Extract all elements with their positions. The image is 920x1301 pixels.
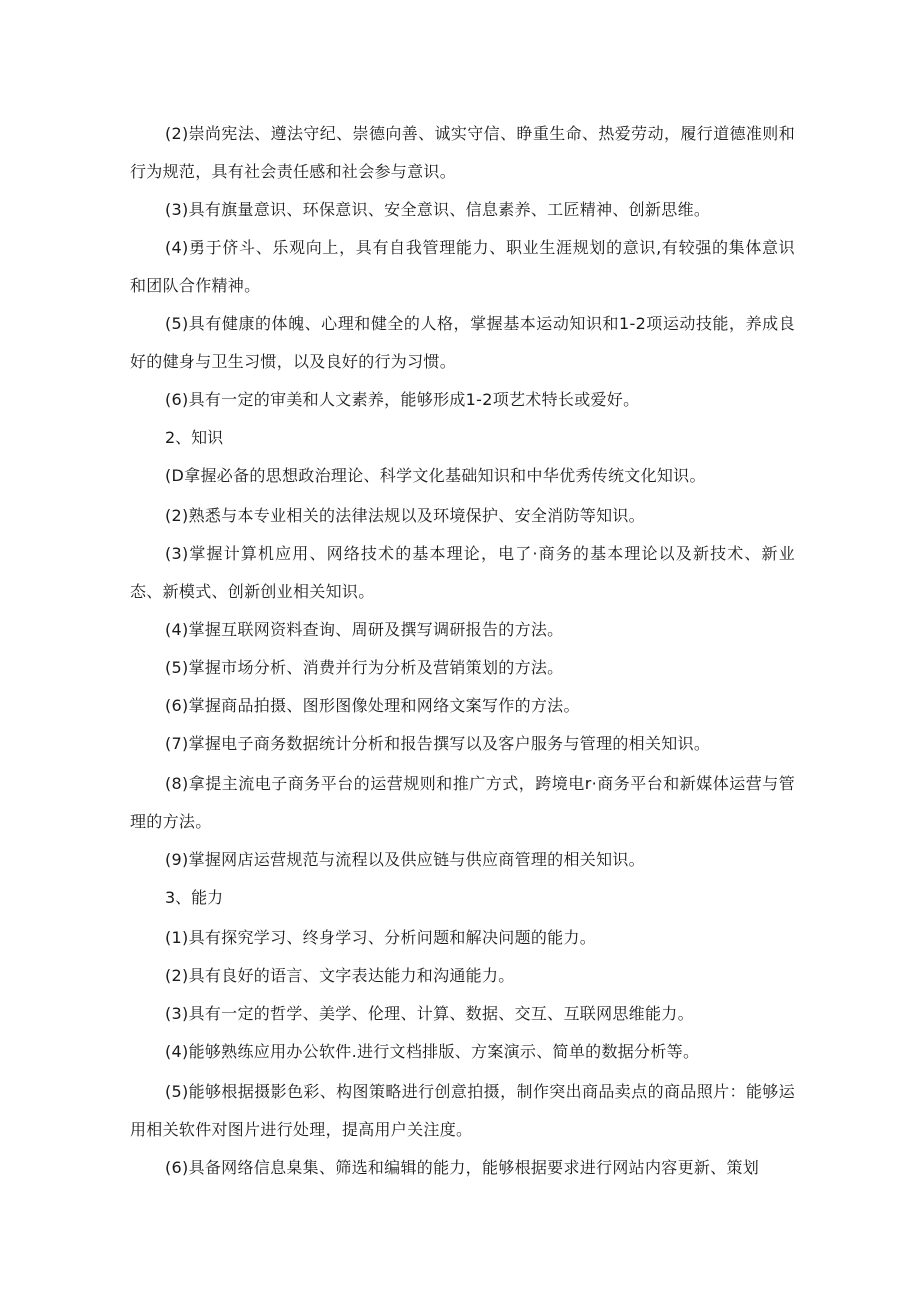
knowledge-item-9: (9)掌握网店运营规范与流程以及供应链与供应商管理的相关知识。: [165, 850, 645, 869]
knowledge-item-3: (3)掌握计算机应用、网络技术的基本理论，电了·商务的基本理论以及新技术、新业态、新模式、创新创业相关知识。: [130, 544, 795, 601]
knowledge-item-1: (D拿握必备的思想政治理论、科学文化基础知识和中华优秀传统文化知识。: [165, 466, 706, 485]
ability-item-6: (6)具备网络信息臬集、筛选和编辑的能力，能够根据要求进行网站内容更新、策划: [165, 1158, 760, 1177]
literacy-item-5: (5)具有健康的体魄、心理和健全的人格，掌握基本运动知识和1-2项运动技能，养成良好的健身与卫生习惯，以及良好的行为习惯。: [130, 314, 795, 371]
ability-item-4: (4)能够熟练应用办公软件.进行文档排版、方案演示、简单的数据分析等。: [165, 1042, 700, 1061]
knowledge-heading: 2、知识: [165, 428, 224, 447]
knowledge-item-2: (2)熟悉与本专业相关的法律法规以及环境保护、安全消防等知识。: [165, 506, 645, 525]
literacy-item-2: (2)崇尚宪法、遵法守纪、崇德向善、诚实守信、睁重生命、热爱劳动，履行道德准则和行为规范，具有社会责任感和社会参与意识。: [130, 124, 795, 181]
ability-item-2: (2)具有良好的语言、文字表达能力和沟通能力。: [165, 966, 515, 985]
ability-item-1: (1)具有探究学习、终身学习、分析问题和解决问题的能力。: [165, 928, 597, 947]
ability-item-3: (3)具有一定的哲学、美学、伦理、计算、数据、交互、互联网思维能力。: [165, 1004, 694, 1023]
literacy-item-3: (3)具有旗量意识、环保意识、安全意识、信息素养、工匠精神、创新思维。: [165, 200, 711, 219]
literacy-item-4: (4)勇于侪斗、乐观向上，具有自我管理能力、职业生涯规划的意识,有较强的集体意识和团队合作精神。: [130, 238, 795, 295]
knowledge-item-7: (7)掌握电子商务数据统计分析和报告撰写以及客户服务与管理的相关知识。: [165, 734, 711, 753]
ability-heading: 3、能力: [165, 888, 224, 907]
knowledge-item-8: (8)拿提主流电子商务平台的运营规则和推广方式，跨境电r·商务平台和新媒体运营与管理的方法。: [130, 774, 795, 831]
literacy-item-6: (6)具有一定的审美和人文素养，能够形成1-2项艺术特长或爱好。: [165, 390, 640, 409]
knowledge-item-4: (4)掌握互联网资料查询、周研及撰写调研报告的方法。: [165, 620, 564, 639]
ability-item-5: (5)能够根据摄影色彩、构图策略进行创意拍摄，制作突出商品卖点的商品照片：能够运用相关软件对图片进行处理，提高用户关注度。: [130, 1082, 795, 1139]
knowledge-item-5: (5)掌握市场分析、消费并行为分析及营销策划的方法。: [165, 658, 564, 677]
knowledge-item-6: (6)掌握商品拍摄、图形图像处理和网络文案写作的方法。: [165, 696, 580, 715]
